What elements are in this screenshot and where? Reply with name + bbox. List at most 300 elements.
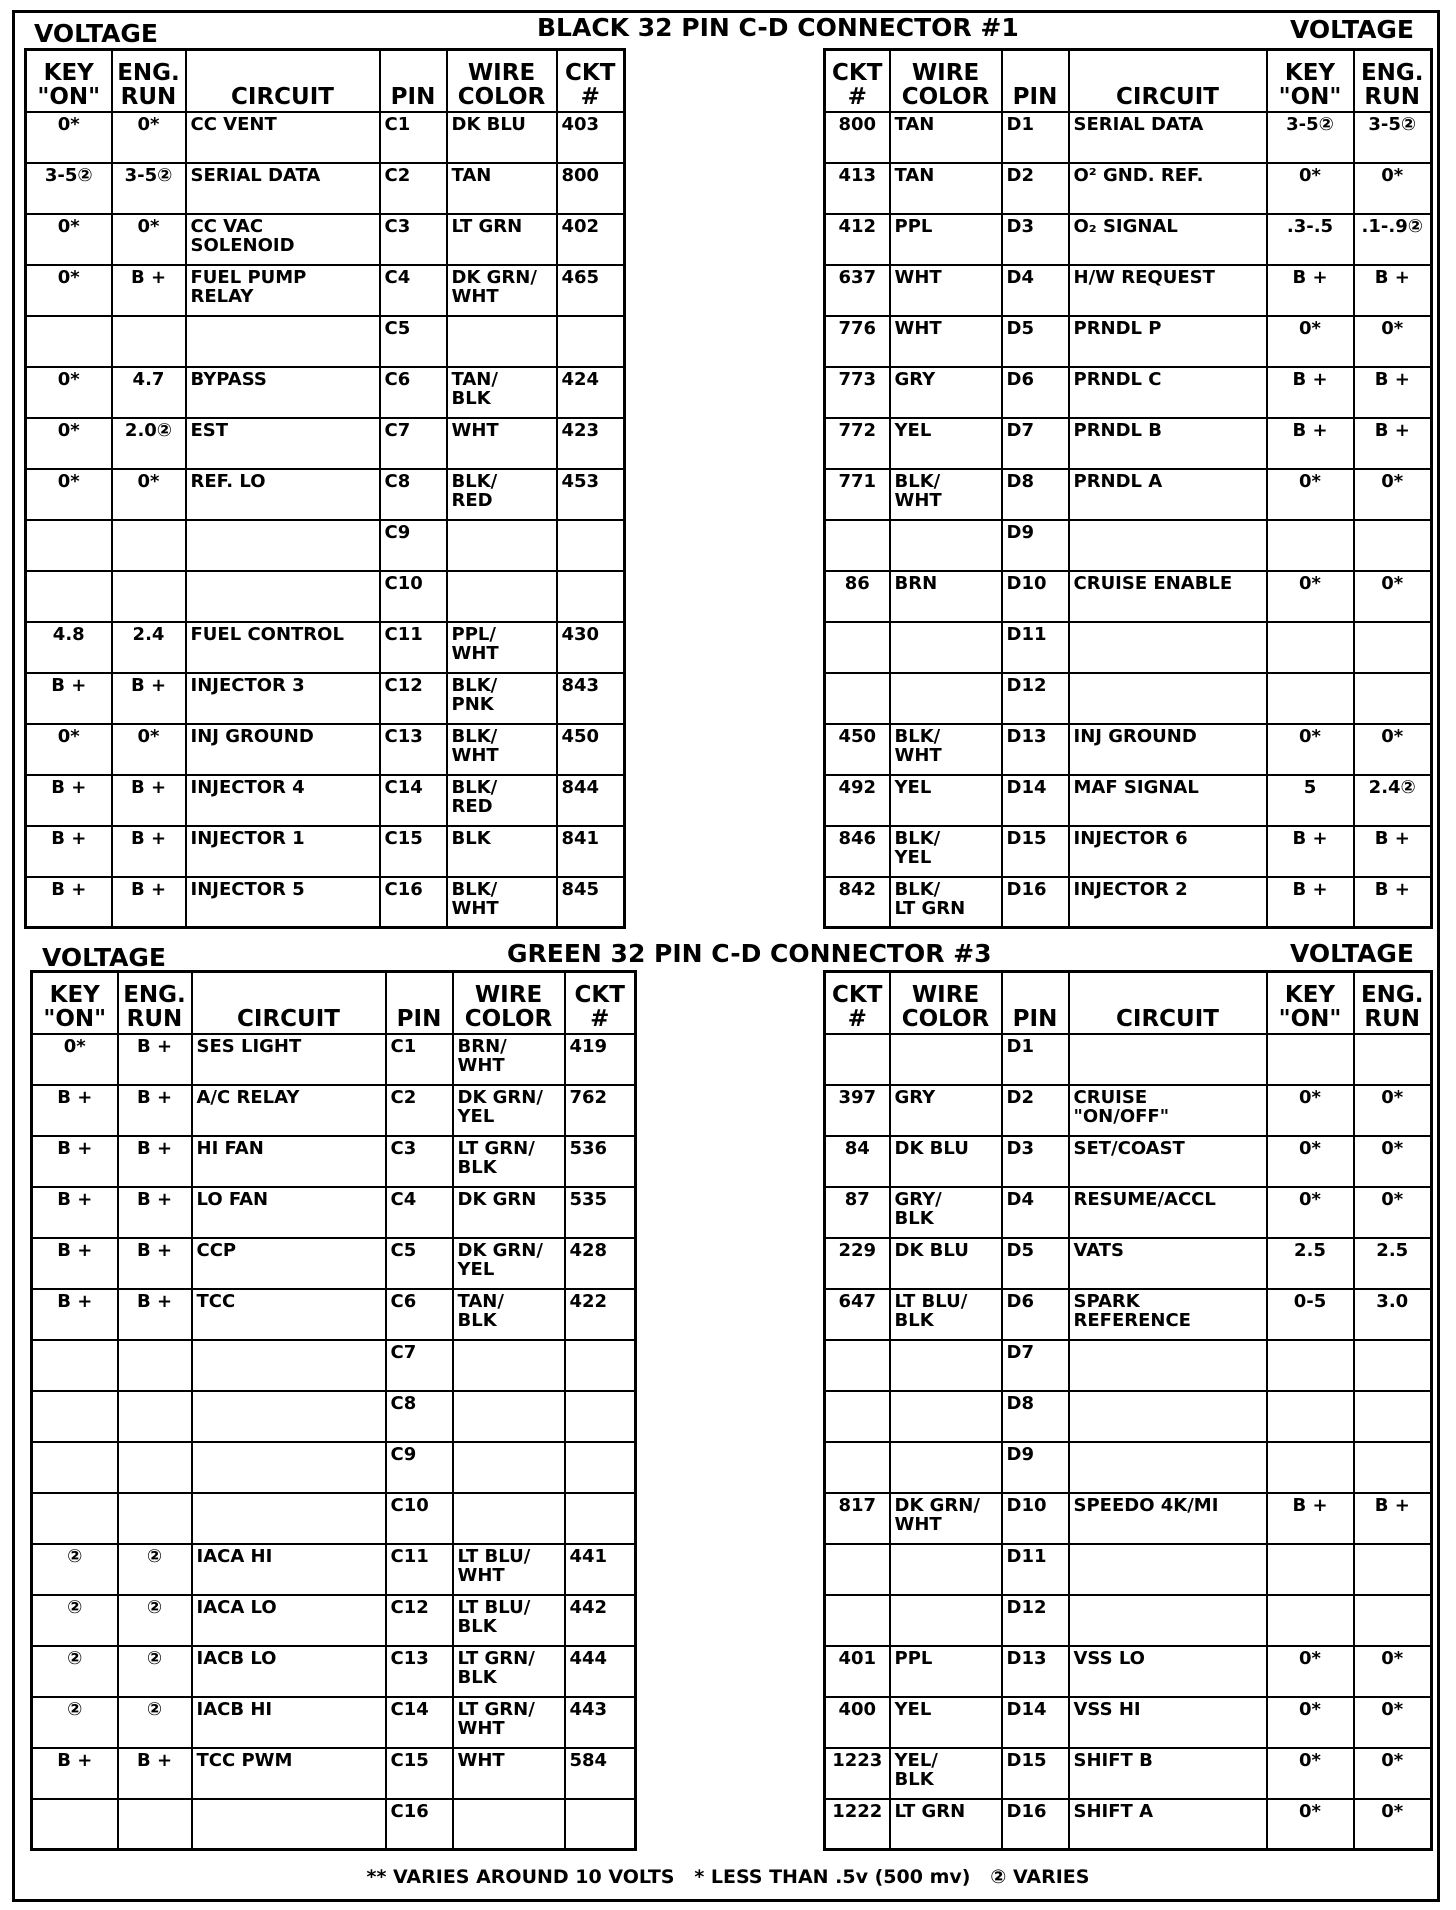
- eng-run-cell: B +: [118, 1085, 192, 1136]
- circuit-cell: IACA HI: [192, 1544, 386, 1595]
- pin-cell: C10: [380, 571, 447, 622]
- ckt-cell: 465: [557, 265, 625, 316]
- table-row: [825, 877, 1432, 928]
- ckt-cell: [565, 1340, 636, 1391]
- key-on-cell: 0*: [1267, 1697, 1354, 1748]
- ckt-cell: 773: [825, 367, 890, 418]
- ckt-cell: [825, 1034, 890, 1085]
- key-on-cell: [1267, 520, 1354, 571]
- key-on-cell: B +: [1267, 265, 1354, 316]
- circuit-cell: VSS LO: [1069, 1646, 1267, 1697]
- connector-1-d-table: [823, 48, 1433, 929]
- ckt-cell: 430: [557, 622, 625, 673]
- wire-color-cell: [453, 1442, 565, 1493]
- eng-run-cell: 3.0: [1354, 1289, 1432, 1340]
- table-row: [825, 1442, 1432, 1493]
- ckt-cell: [557, 571, 625, 622]
- circuit-cell: IACB LO: [192, 1646, 386, 1697]
- circuit-cell: LO FAN: [192, 1187, 386, 1238]
- eng-run-cell: B +: [118, 1034, 192, 1085]
- eng-run-cell: B +: [112, 775, 186, 826]
- table-row: [825, 1340, 1432, 1391]
- pin-cell: C13: [386, 1646, 453, 1697]
- table-row: [825, 163, 1432, 214]
- key-on-cell: [1267, 1442, 1354, 1493]
- pin-cell: C11: [380, 622, 447, 673]
- table-row: [825, 1493, 1432, 1544]
- circuit-cell: VATS: [1069, 1238, 1267, 1289]
- table-row: [825, 1799, 1432, 1850]
- eng-run-cell: 0*: [1354, 1697, 1432, 1748]
- circuit-cell: PRNDL A: [1069, 469, 1267, 520]
- pin-cell: C3: [386, 1136, 453, 1187]
- wire-color-cell: LT BLU/ BLK: [890, 1289, 1002, 1340]
- ckt-cell: [557, 316, 625, 367]
- key-on-cell: B +: [32, 1238, 118, 1289]
- table-row: [26, 367, 625, 418]
- circuit-cell: [1069, 1544, 1267, 1595]
- col-key-on: KEY "ON": [26, 50, 112, 112]
- wire-color-cell: PPL: [890, 214, 1002, 265]
- circuit-cell: [186, 571, 380, 622]
- connector-3-d-table: [823, 970, 1433, 1851]
- col-pin: PIN: [386, 972, 453, 1034]
- table-row: [825, 1391, 1432, 1442]
- connector-1-title: BLACK 32 PIN C-D CONNECTOR #1: [537, 13, 1019, 42]
- circuit-cell: CC VENT: [186, 112, 380, 163]
- col-eng-run: ENG. RUN: [1354, 972, 1432, 1034]
- wire-color-cell: [447, 520, 557, 571]
- circuit-cell: FUEL CONTROL: [186, 622, 380, 673]
- circuit-cell: BYPASS: [186, 367, 380, 418]
- key-on-cell: 0*: [26, 214, 112, 265]
- ckt-cell: 401: [825, 1646, 890, 1697]
- key-on-cell: 0*: [1267, 1085, 1354, 1136]
- eng-run-cell: [1354, 520, 1432, 571]
- col-ckt: CKT #: [825, 50, 890, 112]
- circuit-cell: INJECTOR 1: [186, 826, 380, 877]
- wire-color-cell: GRY: [890, 367, 1002, 418]
- eng-run-cell: [118, 1340, 192, 1391]
- circuit-cell: TCC: [192, 1289, 386, 1340]
- connector-1-c-table: [24, 48, 626, 929]
- table-row: [26, 571, 625, 622]
- wire-color-cell: GRY: [890, 1085, 1002, 1136]
- ckt-cell: [825, 1391, 890, 1442]
- key-on-cell: 0*: [32, 1034, 118, 1085]
- circuit-cell: SES LIGHT: [192, 1034, 386, 1085]
- circuit-cell: REF. LO: [186, 469, 380, 520]
- pin-cell: D6: [1002, 1289, 1069, 1340]
- col-wire-color: WIRE COLOR: [890, 50, 1002, 112]
- circuit-cell: PRNDL C: [1069, 367, 1267, 418]
- circuit-cell: INJECTOR 2: [1069, 877, 1267, 928]
- eng-run-cell: 0*: [1354, 469, 1432, 520]
- col-wire-color: WIRE COLOR: [447, 50, 557, 112]
- circuit-cell: INJ GROUND: [1069, 724, 1267, 775]
- col-pin: PIN: [1002, 50, 1069, 112]
- circuit-cell: [192, 1493, 386, 1544]
- eng-run-cell: B +: [1354, 265, 1432, 316]
- pin-cell: C9: [386, 1442, 453, 1493]
- voltage-label-top-right: VOLTAGE: [1290, 15, 1415, 44]
- circuit-cell: TCC PWM: [192, 1748, 386, 1799]
- ckt-cell: [825, 1340, 890, 1391]
- table-row: [32, 1442, 636, 1493]
- pin-cell: C2: [380, 163, 447, 214]
- wire-color-cell: WHT: [890, 265, 1002, 316]
- ckt-cell: 637: [825, 265, 890, 316]
- pin-cell: D2: [1002, 1085, 1069, 1136]
- eng-run-cell: 2.4: [112, 622, 186, 673]
- pin-cell: C16: [386, 1799, 453, 1850]
- wire-color-cell: [890, 1595, 1002, 1646]
- eng-run-cell: [1354, 1442, 1432, 1493]
- circuit-cell: CRUISE ENABLE: [1069, 571, 1267, 622]
- key-on-cell: B +: [32, 1187, 118, 1238]
- pin-cell: D12: [1002, 673, 1069, 724]
- eng-run-cell: B +: [118, 1238, 192, 1289]
- pin-cell: D7: [1002, 418, 1069, 469]
- legend-footer: ** VARIES AROUND 10 VOLTS * LESS THAN .5v (500 mv) ② VARIES: [366, 1866, 1090, 1888]
- eng-run-cell: ②: [118, 1544, 192, 1595]
- pin-cell: C15: [380, 826, 447, 877]
- ckt-cell: 536: [565, 1136, 636, 1187]
- pin-cell: D11: [1002, 1544, 1069, 1595]
- eng-run-cell: 2.4②: [1354, 775, 1432, 826]
- ckt-cell: 87: [825, 1187, 890, 1238]
- ckt-cell: 844: [557, 775, 625, 826]
- circuit-cell: IACB HI: [192, 1697, 386, 1748]
- col-wire-color: WIRE COLOR: [453, 972, 565, 1034]
- eng-run-cell: [118, 1799, 192, 1850]
- pin-cell: D15: [1002, 826, 1069, 877]
- pin-cell: D11: [1002, 622, 1069, 673]
- table-row: [825, 1544, 1432, 1595]
- ckt-cell: [825, 673, 890, 724]
- key-on-cell: 3-5②: [1267, 112, 1354, 163]
- eng-run-cell: 0*: [1354, 1187, 1432, 1238]
- key-on-cell: 0*: [1267, 1799, 1354, 1850]
- circuit-cell: [1069, 1034, 1267, 1085]
- key-on-cell: [32, 1799, 118, 1850]
- table-row: [32, 1697, 636, 1748]
- wire-color-cell: TAN: [447, 163, 557, 214]
- table-row: [825, 724, 1432, 775]
- key-on-cell: ②: [32, 1595, 118, 1646]
- table-row: [825, 1289, 1432, 1340]
- wire-color-cell: YEL: [890, 418, 1002, 469]
- col-eng-run: ENG. RUN: [112, 50, 186, 112]
- key-on-cell: 0*: [1267, 724, 1354, 775]
- key-on-cell: [26, 316, 112, 367]
- ckt-cell: 1222: [825, 1799, 890, 1850]
- ckt-cell: 419: [565, 1034, 636, 1085]
- circuit-cell: INJECTOR 4: [186, 775, 380, 826]
- wire-color-cell: BRN: [890, 571, 1002, 622]
- wire-color-cell: BLK/ WHT: [890, 469, 1002, 520]
- pin-cell: D3: [1002, 214, 1069, 265]
- key-on-cell: B +: [1267, 418, 1354, 469]
- key-on-cell: [1267, 1595, 1354, 1646]
- key-on-cell: B +: [32, 1136, 118, 1187]
- pin-cell: D8: [1002, 469, 1069, 520]
- eng-run-cell: 0*: [1354, 1748, 1432, 1799]
- connector-3-c-table: [30, 970, 637, 1851]
- table-row: [825, 1085, 1432, 1136]
- circuit-cell: EST: [186, 418, 380, 469]
- ckt-cell: 443: [565, 1697, 636, 1748]
- eng-run-cell: 0*: [1354, 571, 1432, 622]
- eng-run-cell: B +: [118, 1748, 192, 1799]
- wire-color-cell: [447, 571, 557, 622]
- wire-color-cell: LT GRN: [890, 1799, 1002, 1850]
- eng-run-cell: B +: [112, 265, 186, 316]
- ckt-cell: 841: [557, 826, 625, 877]
- wire-color-cell: [453, 1799, 565, 1850]
- ckt-cell: 772: [825, 418, 890, 469]
- pin-cell: C6: [386, 1289, 453, 1340]
- ckt-cell: 424: [557, 367, 625, 418]
- wire-color-cell: BLK/ RED: [447, 775, 557, 826]
- wire-color-cell: TAN/ BLK: [453, 1289, 565, 1340]
- circuit-cell: INJECTOR 3: [186, 673, 380, 724]
- table-row: [825, 265, 1432, 316]
- ckt-cell: 762: [565, 1085, 636, 1136]
- table-row: [825, 214, 1432, 265]
- pin-cell: C3: [380, 214, 447, 265]
- col-pin: PIN: [1002, 972, 1069, 1034]
- table-row: [825, 316, 1432, 367]
- voltage-label-mid-right: VOLTAGE: [1290, 939, 1415, 968]
- col-ckt: CKT #: [565, 972, 636, 1034]
- table-row: [26, 418, 625, 469]
- eng-run-cell: ②: [118, 1697, 192, 1748]
- pin-cell: C11: [386, 1544, 453, 1595]
- wire-color-cell: LT GRN/ WHT: [453, 1697, 565, 1748]
- voltage-label-mid-left: VOLTAGE: [42, 943, 167, 972]
- col-key-on: KEY "ON": [1267, 50, 1354, 112]
- eng-run-cell: 0*: [112, 469, 186, 520]
- wire-color-cell: [890, 673, 1002, 724]
- pin-cell: C7: [380, 418, 447, 469]
- ckt-cell: 800: [557, 163, 625, 214]
- ckt-cell: 450: [557, 724, 625, 775]
- wire-color-cell: DK BLU: [890, 1238, 1002, 1289]
- key-on-cell: 0*: [1267, 1136, 1354, 1187]
- circuit-cell: SERIAL DATA: [186, 163, 380, 214]
- wire-color-cell: GRY/ BLK: [890, 1187, 1002, 1238]
- ckt-cell: 412: [825, 214, 890, 265]
- wire-color-cell: WHT: [890, 316, 1002, 367]
- key-on-cell: [32, 1340, 118, 1391]
- col-key-on: KEY "ON": [1267, 972, 1354, 1034]
- table-row: [26, 673, 625, 724]
- key-on-cell: [32, 1442, 118, 1493]
- ckt-cell: [565, 1799, 636, 1850]
- pin-cell: D9: [1002, 520, 1069, 571]
- table-row: [32, 1391, 636, 1442]
- ckt-cell: 402: [557, 214, 625, 265]
- key-on-cell: [1267, 622, 1354, 673]
- key-on-cell: B +: [1267, 826, 1354, 877]
- ckt-cell: 403: [557, 112, 625, 163]
- eng-run-cell: .1-.9②: [1354, 214, 1432, 265]
- pin-cell: D1: [1002, 112, 1069, 163]
- key-on-cell: [1267, 1034, 1354, 1085]
- circuit-cell: IACA LO: [192, 1595, 386, 1646]
- wire-color-cell: [890, 1442, 1002, 1493]
- key-on-cell: [26, 571, 112, 622]
- col-eng-run: ENG. RUN: [118, 972, 192, 1034]
- ckt-cell: [565, 1442, 636, 1493]
- eng-run-cell: 2.0②: [112, 418, 186, 469]
- ckt-cell: 846: [825, 826, 890, 877]
- key-on-cell: 2.5: [1267, 1238, 1354, 1289]
- key-on-cell: ②: [32, 1646, 118, 1697]
- ckt-cell: 842: [825, 877, 890, 928]
- pin-cell: C5: [380, 316, 447, 367]
- key-on-cell: [1267, 1391, 1354, 1442]
- col-wire-color: WIRE COLOR: [890, 972, 1002, 1034]
- ckt-cell: 584: [565, 1748, 636, 1799]
- key-on-cell: 0*: [26, 265, 112, 316]
- pin-cell: C4: [386, 1187, 453, 1238]
- key-on-cell: 0*: [1267, 1748, 1354, 1799]
- wire-color-cell: DK BLU: [447, 112, 557, 163]
- key-on-cell: B +: [26, 877, 112, 928]
- circuit-cell: [1069, 1391, 1267, 1442]
- circuit-cell: O₂ SIGNAL: [1069, 214, 1267, 265]
- table-row: [825, 673, 1432, 724]
- table-row: [32, 1187, 636, 1238]
- ckt-cell: 84: [825, 1136, 890, 1187]
- table-row: [26, 826, 625, 877]
- pin-cell: C8: [380, 469, 447, 520]
- wire-color-cell: DK GRN: [453, 1187, 565, 1238]
- pin-cell: D3: [1002, 1136, 1069, 1187]
- table-row: [26, 214, 625, 265]
- circuit-cell: CCP: [192, 1238, 386, 1289]
- pin-cell: D9: [1002, 1442, 1069, 1493]
- col-ckt: CKT #: [557, 50, 625, 112]
- eng-run-cell: B +: [1354, 877, 1432, 928]
- eng-run-cell: B +: [1354, 367, 1432, 418]
- pin-cell: C15: [386, 1748, 453, 1799]
- table-row: [26, 877, 625, 928]
- wire-color-cell: PPL: [890, 1646, 1002, 1697]
- key-on-cell: 0*: [26, 724, 112, 775]
- circuit-cell: INJ GROUND: [186, 724, 380, 775]
- key-on-cell: 0*: [26, 469, 112, 520]
- eng-run-cell: [1354, 622, 1432, 673]
- eng-run-cell: [1354, 673, 1432, 724]
- ckt-cell: [565, 1493, 636, 1544]
- circuit-cell: [1069, 673, 1267, 724]
- wire-color-cell: BLK/ YEL: [890, 826, 1002, 877]
- ckt-cell: 400: [825, 1697, 890, 1748]
- table-row: [825, 418, 1432, 469]
- table-row: [26, 622, 625, 673]
- eng-run-cell: [1354, 1034, 1432, 1085]
- table-row: [32, 1646, 636, 1697]
- ckt-cell: 817: [825, 1493, 890, 1544]
- ckt-cell: 450: [825, 724, 890, 775]
- table-row: [32, 1289, 636, 1340]
- table-row: [825, 1646, 1432, 1697]
- key-on-cell: B +: [1267, 367, 1354, 418]
- table-row: [825, 571, 1432, 622]
- eng-run-cell: 0*: [1354, 316, 1432, 367]
- eng-run-cell: B +: [112, 826, 186, 877]
- circuit-cell: [186, 316, 380, 367]
- wire-color-cell: BLK/ PNK: [447, 673, 557, 724]
- pin-cell: C10: [386, 1493, 453, 1544]
- wire-color-cell: BLK: [447, 826, 557, 877]
- key-on-cell: 0*: [1267, 1187, 1354, 1238]
- ckt-cell: 453: [557, 469, 625, 520]
- table-row: [825, 1595, 1432, 1646]
- ckt-cell: 86: [825, 571, 890, 622]
- table-row: [32, 1544, 636, 1595]
- pin-cell: D13: [1002, 1646, 1069, 1697]
- wire-color-cell: BLK/ LT GRN: [890, 877, 1002, 928]
- table-row: [26, 265, 625, 316]
- wire-color-cell: [453, 1340, 565, 1391]
- circuit-cell: [1069, 1595, 1267, 1646]
- col-circuit: CIRCUIT: [192, 972, 386, 1034]
- circuit-cell: VSS HI: [1069, 1697, 1267, 1748]
- key-on-cell: 0*: [1267, 571, 1354, 622]
- ckt-cell: [557, 520, 625, 571]
- table-row: [825, 775, 1432, 826]
- eng-run-cell: 0*: [112, 724, 186, 775]
- pin-cell: C5: [386, 1238, 453, 1289]
- key-on-cell: 0*: [1267, 163, 1354, 214]
- table-row: [32, 1799, 636, 1850]
- col-ckt: CKT #: [825, 972, 890, 1034]
- wire-color-cell: [453, 1391, 565, 1442]
- wire-color-cell: [890, 1034, 1002, 1085]
- circuit-cell: MAF SIGNAL: [1069, 775, 1267, 826]
- wire-color-cell: YEL: [890, 1697, 1002, 1748]
- ckt-cell: 776: [825, 316, 890, 367]
- circuit-cell: [192, 1391, 386, 1442]
- wire-color-cell: DK GRN/ YEL: [453, 1238, 565, 1289]
- circuit-cell: A/C RELAY: [192, 1085, 386, 1136]
- table-row: [26, 469, 625, 520]
- ckt-cell: 492: [825, 775, 890, 826]
- eng-run-cell: [118, 1493, 192, 1544]
- pin-cell: D7: [1002, 1340, 1069, 1391]
- col-eng-run: ENG. RUN: [1354, 50, 1432, 112]
- ckt-cell: 441: [565, 1544, 636, 1595]
- pin-cell: D12: [1002, 1595, 1069, 1646]
- pin-cell: C16: [380, 877, 447, 928]
- eng-run-cell: [1354, 1340, 1432, 1391]
- circuit-cell: [192, 1340, 386, 1391]
- circuit-cell: HI FAN: [192, 1136, 386, 1187]
- ckt-cell: 442: [565, 1595, 636, 1646]
- key-on-cell: [1267, 1340, 1354, 1391]
- table-row: [32, 1085, 636, 1136]
- table-row: [32, 1748, 636, 1799]
- eng-run-cell: [1354, 1391, 1432, 1442]
- eng-run-cell: [118, 1391, 192, 1442]
- ckt-cell: [565, 1391, 636, 1442]
- eng-run-cell: ②: [118, 1595, 192, 1646]
- key-on-cell: ②: [32, 1697, 118, 1748]
